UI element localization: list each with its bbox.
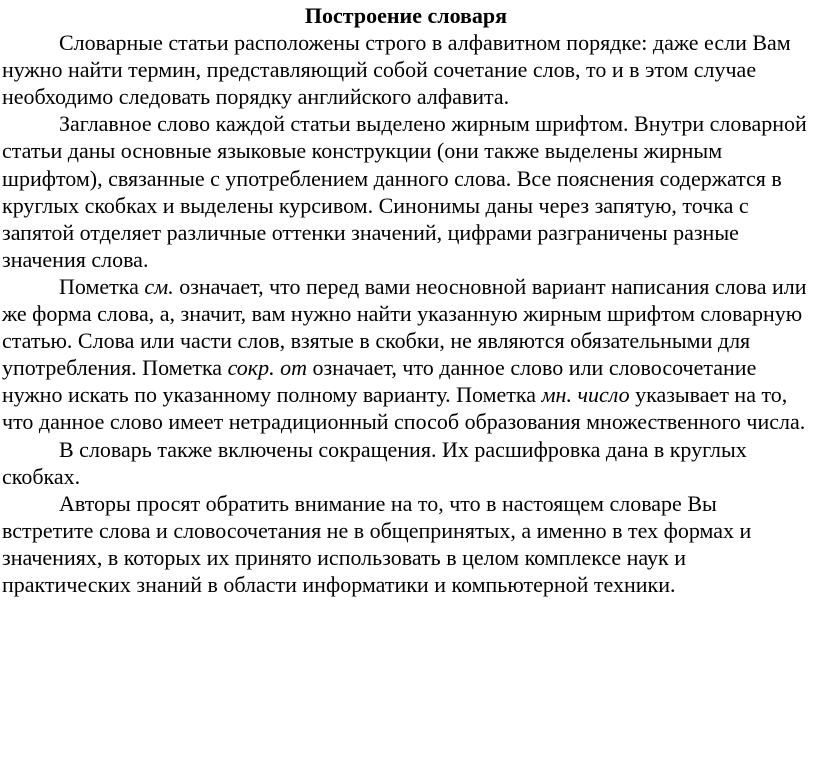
- paragraph-entry-formatting: Заглавное слово каждой статьи выделено жирным шрифтом. Внутри словарной статьи даны основные языковые конструкции (они также выделены жирным шрифтом), связанные с употреблением данного слова. Все пояснения содержатся в круглых скобках и выделены курсивом. Синонимы даны через запятую, точка с запятой отделяет различные оттенки значений, цифрами разграничены разные значения слова.: [2, 111, 807, 272]
- notation-plural: мн. число: [541, 382, 630, 408]
- page-title: Построение словаря: [304, 3, 508, 28]
- paragraph-notations: [2, 273, 810, 436]
- paragraph-alphabetical-order: Словарные статьи расположены строго в алфавитном порядке: даже если Вам нужно найти термин, представляющий собой сочетание слов, то и в этом случае необходимо следовать порядку английского алфавита.: [2, 30, 791, 110]
- notations-text-3: означает, что данное слово или словосочетание нужно искать по указанному полному варианту. Пометка: [2, 355, 757, 408]
- notations-text-4: указывает на то, что данное слово имеет нетрадиционный способ образования множественного числа.: [2, 382, 806, 435]
- notations-text-1: Пометка: [59, 273, 145, 299]
- notation-abbreviation-of: сокр. от: [227, 355, 307, 381]
- notation-see: см.: [144, 273, 174, 299]
- notations-text-2: означает, что перед вами неосновной вариант написания слова или же форма слова, а, значит, вам нужно найти указанную жирным шрифтом словарную статью. Слова или части слов, взятые в скобки, не являются обязательными для употребления. Пометка: [2, 273, 807, 381]
- paragraph-authors-note: Авторы просят обратить внимание на то, что в настоящем словаре Вы встретите слова и словосочетания не в общепринятых, а именно в тех формах и значениях, в которых их принято использовать в целом комплексе наук и практических знаний в области информатики и компьютерной техники.: [2, 490, 752, 597]
- paragraph-abbreviations: В словарь также включены сокращения. Их расшифровка дана в круглых скобках.: [2, 436, 747, 489]
